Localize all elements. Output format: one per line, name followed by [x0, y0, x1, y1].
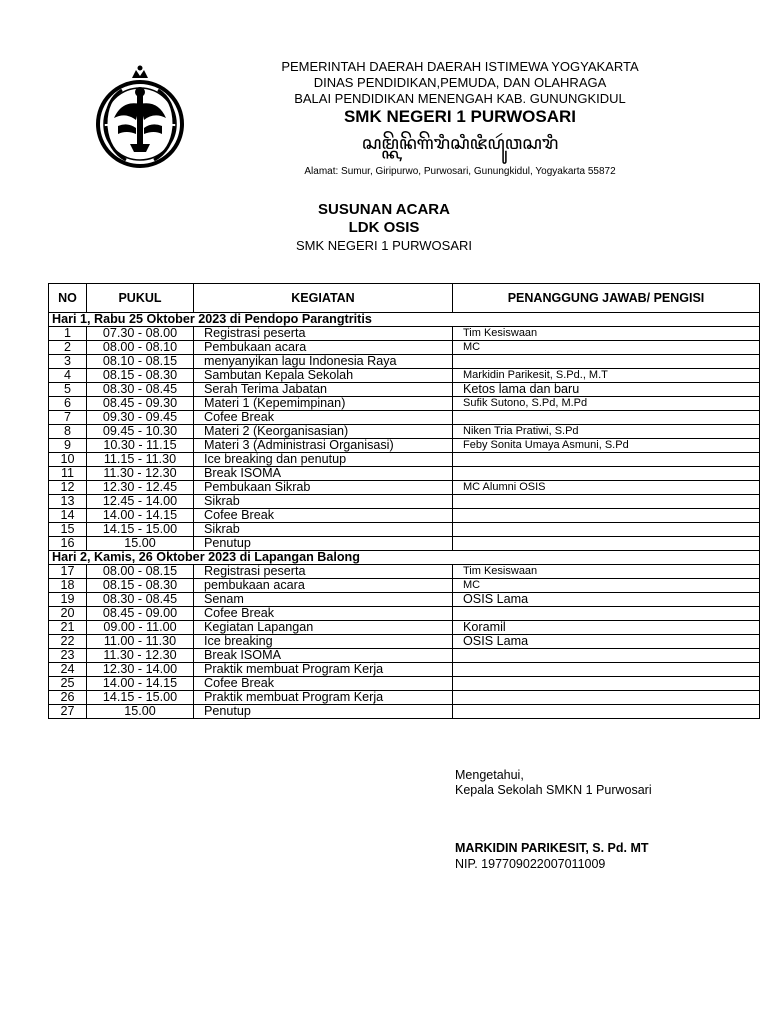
- row-number: 22: [49, 635, 87, 649]
- row-number: 13: [49, 495, 87, 509]
- row-number: 27: [49, 705, 87, 719]
- row-number: 26: [49, 691, 87, 705]
- row-time: 14.00 - 14.15: [87, 677, 194, 691]
- table-row: [49, 327, 760, 341]
- table-row: [49, 635, 760, 649]
- row-activity: Cofee Break: [194, 411, 453, 425]
- row-person-in-charge: [453, 495, 760, 509]
- row-activity: Materi 1 (Kepemimpinan): [194, 397, 453, 411]
- row-time: 08.00 - 08.15: [87, 565, 194, 579]
- table-row: [49, 369, 760, 383]
- row-activity: Sambutan Kepala Sekolah: [194, 369, 453, 383]
- row-time: 14.15 - 15.00: [87, 691, 194, 705]
- table-row: [49, 397, 760, 411]
- row-number: 6: [49, 397, 87, 411]
- row-number: 10: [49, 453, 87, 467]
- row-activity: Ice breaking: [194, 635, 453, 649]
- row-person-in-charge: MC Alumni OSIS: [453, 481, 760, 495]
- row-number: 11: [49, 467, 87, 481]
- row-number: 15: [49, 523, 87, 537]
- row-activity: Kegiatan Lapangan: [194, 621, 453, 635]
- table-row: [49, 453, 760, 467]
- table-row: [49, 621, 760, 635]
- row-number: 9: [49, 439, 87, 453]
- row-activity: menyanyikan lagu Indonesia Raya: [194, 355, 453, 369]
- table-row: [49, 481, 760, 495]
- row-number: 1: [49, 327, 87, 341]
- table-row: [49, 383, 760, 397]
- table-row: [49, 649, 760, 663]
- row-time: 12.30 - 14.00: [87, 663, 194, 677]
- table-row: [49, 565, 760, 579]
- row-time: 08.15 - 08.30: [87, 579, 194, 593]
- letterhead-office: BALAI PENDIDIKAN MENENGAH KAB. GUNUNGKIDUL: [294, 91, 626, 106]
- row-person-in-charge: [453, 649, 760, 663]
- table-row: [49, 523, 760, 537]
- row-number: 23: [49, 649, 87, 663]
- day-label: Hari 2, Kamis, 26 Oktober 2023 di Lapangan Balong: [49, 551, 760, 565]
- row-time: 09.00 - 11.00: [87, 621, 194, 635]
- row-person-in-charge: [453, 663, 760, 677]
- row-person-in-charge: [453, 607, 760, 621]
- row-time: 12.45 - 14.00: [87, 495, 194, 509]
- header-no: NO: [49, 284, 87, 313]
- row-person-in-charge: MC: [453, 579, 760, 593]
- day-label: Hari 1, Rabu 25 Oktober 2023 di Pendopo Parangtritis: [49, 313, 760, 327]
- row-number: 7: [49, 411, 87, 425]
- row-activity: Pembukaan Sikrab: [194, 481, 453, 495]
- table-header-row: [49, 284, 760, 313]
- row-time: 09.30 - 09.45: [87, 411, 194, 425]
- signature-nip: NIP. 197709022007011009: [455, 857, 606, 871]
- row-activity: Sikrab: [194, 495, 453, 509]
- table-row: [49, 341, 760, 355]
- row-person-in-charge: Niken Tria Pratiwi, S.Pd: [453, 425, 760, 439]
- row-person-in-charge: [453, 523, 760, 537]
- row-activity: Penutup: [194, 537, 453, 551]
- row-number: 21: [49, 621, 87, 635]
- header-person-in-charge: PENANGGUNG JAWAB/ PENGISI: [453, 284, 760, 313]
- row-number: 19: [49, 593, 87, 607]
- row-number: 5: [49, 383, 87, 397]
- row-person-in-charge: Ketos lama dan baru: [453, 383, 760, 397]
- row-activity: Cofee Break: [194, 677, 453, 691]
- row-time: 11.15 - 11.30: [87, 453, 194, 467]
- row-person-in-charge: [453, 677, 760, 691]
- row-number: 4: [49, 369, 87, 383]
- row-number: 18: [49, 579, 87, 593]
- row-number: 14: [49, 509, 87, 523]
- table-row: [49, 355, 760, 369]
- row-activity: Registrasi peserta: [194, 565, 453, 579]
- row-activity: Serah Terima Jabatan: [194, 383, 453, 397]
- government-seal-icon: [92, 64, 188, 168]
- header-time: PUKUL: [87, 284, 194, 313]
- signature-acknowledged: Mengetahui,: [455, 768, 524, 782]
- row-time: 09.45 - 10.30: [87, 425, 194, 439]
- row-number: 2: [49, 341, 87, 355]
- table-row: [49, 677, 760, 691]
- row-number: 8: [49, 425, 87, 439]
- row-person-in-charge: MC: [453, 341, 760, 355]
- row-time: 08.45 - 09.30: [87, 397, 194, 411]
- table-row: [49, 607, 760, 621]
- document-title: SUSUNAN ACARA: [318, 201, 450, 218]
- table-row: [49, 411, 760, 425]
- row-person-in-charge: [453, 355, 760, 369]
- table-row: [49, 663, 760, 677]
- row-person-in-charge: Sufik Sutono, S.Pd, M.Pd: [453, 397, 760, 411]
- row-number: 25: [49, 677, 87, 691]
- row-activity: Praktik membuat Program Kerja: [194, 691, 453, 705]
- row-time: 11.00 - 11.30: [87, 635, 194, 649]
- row-person-in-charge: Tim Kesiswaan: [453, 565, 760, 579]
- header-activity: KEGIATAN: [194, 284, 453, 313]
- table-row: [49, 579, 760, 593]
- row-activity: Senam: [194, 593, 453, 607]
- document-subtitle: LDK OSIS: [348, 219, 420, 236]
- row-activity: Cofee Break: [194, 607, 453, 621]
- row-time: 12.30 - 12.45: [87, 481, 194, 495]
- row-number: 24: [49, 663, 87, 677]
- table-row: [49, 425, 760, 439]
- row-person-in-charge: OSIS Lama: [453, 593, 760, 607]
- row-time: 07.30 - 08.00: [87, 327, 194, 341]
- row-activity: Pembukaan acara: [194, 341, 453, 355]
- row-time: 14.15 - 15.00: [87, 523, 194, 537]
- table-row: [49, 593, 760, 607]
- row-person-in-charge: Feby Sonita Umaya Asmuni, S.Pd: [453, 439, 760, 453]
- day-header-row: [49, 551, 760, 565]
- letterhead-school-name: SMK NEGERI 1 PURWOSARI: [343, 107, 577, 126]
- table-row: [49, 705, 760, 719]
- row-number: 20: [49, 607, 87, 621]
- letterhead-javanese-script: ꦱꦩ꧀ꦏꦼꦤꦼꦒꦼꦫꦶꦱꦶꦗꦶꦥꦸꦂꦮꦱꦫꦶ: [361, 133, 559, 154]
- row-time: 08.30 - 08.45: [87, 383, 194, 397]
- row-time: 11.30 - 12.30: [87, 649, 194, 663]
- row-time: 15.00: [87, 705, 194, 719]
- row-person-in-charge: [453, 509, 760, 523]
- row-activity: Ice breaking dan penutup: [194, 453, 453, 467]
- row-activity: Break ISOMA: [194, 467, 453, 481]
- row-number: 17: [49, 565, 87, 579]
- row-activity: Praktik membuat Program Kerja: [194, 663, 453, 677]
- row-person-in-charge: Koramil: [453, 621, 760, 635]
- table-row: [49, 537, 760, 551]
- row-activity: Break ISOMA: [194, 649, 453, 663]
- day-header-row: [49, 313, 760, 327]
- signature-position: Kepala Sekolah SMKN 1 Purwosari: [455, 783, 652, 797]
- document-school: SMK NEGERI 1 PURWOSARI: [295, 238, 472, 253]
- row-activity: Materi 2 (Keorganisasian): [194, 425, 453, 439]
- row-number: 3: [49, 355, 87, 369]
- letterhead-government: PEMERINTAH DAERAH DAERAH ISTIMEWA YOGYAKARTA: [281, 59, 639, 74]
- row-time: 10.30 - 11.15: [87, 439, 194, 453]
- row-time: 08.00 - 08.10: [87, 341, 194, 355]
- row-number: 12: [49, 481, 87, 495]
- row-activity: pembukaan acara: [194, 579, 453, 593]
- letterhead-address: Alamat: Sumur, Giripurwo, Purwosari, Gunungkidul, Yogyakarta 55872: [304, 166, 616, 177]
- schedule-body: [49, 313, 760, 719]
- row-person-in-charge: [453, 453, 760, 467]
- table-row: [49, 691, 760, 705]
- row-time: 15.00: [87, 537, 194, 551]
- row-time: 08.10 - 08.15: [87, 355, 194, 369]
- table-row: [49, 509, 760, 523]
- row-person-in-charge: [453, 411, 760, 425]
- row-person-in-charge: [453, 691, 760, 705]
- row-activity: Penutup: [194, 705, 453, 719]
- row-number: 16: [49, 537, 87, 551]
- row-activity: Materi 3 (Administrasi Organisasi): [194, 439, 453, 453]
- signature-name: MARKIDIN PARIKESIT, S. Pd. MT: [455, 841, 649, 855]
- schedule-table: [48, 283, 760, 719]
- row-activity: Sikrab: [194, 523, 453, 537]
- row-time: 08.45 - 09.00: [87, 607, 194, 621]
- row-activity: Cofee Break: [194, 509, 453, 523]
- table-row: [49, 495, 760, 509]
- table-row: [49, 439, 760, 453]
- row-person-in-charge: [453, 705, 760, 719]
- row-person-in-charge: Markidin Parikesit, S.Pd., M.T: [453, 369, 760, 383]
- row-time: 11.30 - 12.30: [87, 467, 194, 481]
- row-person-in-charge: [453, 467, 760, 481]
- table-row: [49, 467, 760, 481]
- row-activity: Registrasi peserta: [194, 327, 453, 341]
- row-time: 14.00 - 14.15: [87, 509, 194, 523]
- row-person-in-charge: OSIS Lama: [453, 635, 760, 649]
- row-person-in-charge: Tim Kesiswaan: [453, 327, 760, 341]
- letterhead-department: DINAS PENDIDIKAN,PEMUDA, DAN OLAHRAGA: [313, 75, 607, 90]
- row-time: 08.15 - 08.30: [87, 369, 194, 383]
- row-time: 08.30 - 08.45: [87, 593, 194, 607]
- row-person-in-charge: [453, 537, 760, 551]
